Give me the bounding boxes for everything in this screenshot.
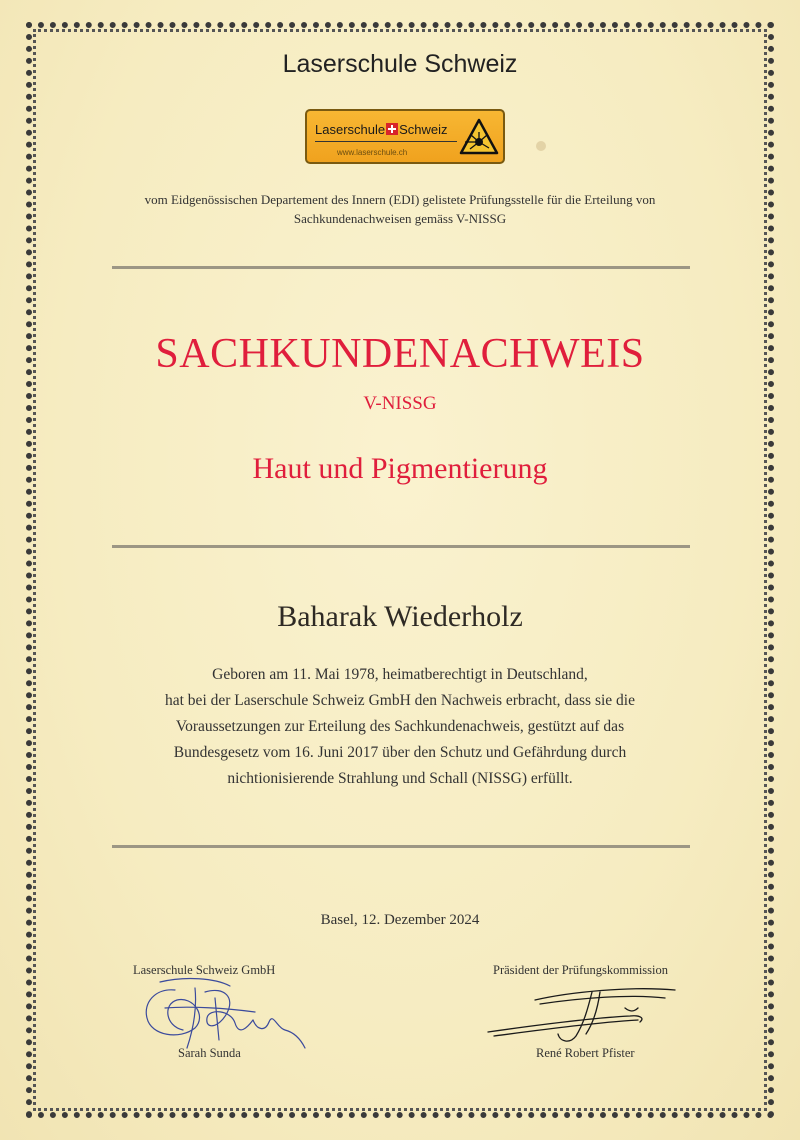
certificate-body (100, 662, 700, 792)
body-line: Bundesgesetz vom 16. Juni 2017 über den Schutz und Gefährdung durch (173, 744, 627, 761)
school-logo (305, 109, 505, 164)
logo-name-part1: Laserschule (315, 122, 386, 137)
body-line: hat bei der Laserschule Schweiz GmbH den Nachweis erbracht, dass sie die (165, 692, 635, 709)
paper-stain (536, 141, 546, 151)
logo-text (315, 122, 448, 137)
school-name-heading: Laserschule Schweiz (282, 50, 518, 78)
body-line: nichtionisierende Strahlung und Schall (NISSG) erfüllt. (227, 770, 573, 787)
logo-name-part2: Schweiz (399, 122, 448, 137)
signer-name-right: René Robert Pfister (536, 1046, 635, 1060)
logo-underline (315, 141, 457, 142)
swiss-cross-icon (386, 123, 398, 135)
accreditation-line-2: Sachkundenachweisen gemäss V-NISSG (293, 211, 507, 226)
certificate-title: SACHKUNDENACHWEIS (155, 331, 645, 377)
body-line: Geboren am 11. Mai 1978, heimatberechtigt in Deutschland, (212, 666, 588, 683)
signer-role: Präsident der Prüfungskommission (493, 963, 668, 977)
place-and-date: Basel, 12. Dezember 2024 (320, 912, 480, 928)
signature-left (135, 968, 310, 1058)
accreditation-text (110, 190, 690, 228)
signer-organization: Laserschule Schweiz GmbH (133, 963, 276, 977)
divider (112, 545, 690, 548)
divider (112, 266, 690, 269)
body-line: Voraussetzungen zur Erteilung des Sachkundenachweis, gestützt auf das (175, 718, 625, 735)
divider (112, 845, 690, 848)
logo-url: www.laserschule.ch (337, 148, 408, 157)
laser-warning-icon (459, 117, 499, 157)
recipient-name: Baharak Wiederholz (277, 600, 523, 633)
accreditation-line-1: vom Eidgenössischen Departement des Innern (EDI) gelistete Prüfungsstelle für die Erteilung von (144, 192, 656, 207)
certificate-topic: Haut und Pigmentierung (252, 452, 548, 485)
regulation-label: V-NISSG (363, 393, 437, 414)
signer-name-left: Sarah Sunda (178, 1046, 241, 1060)
